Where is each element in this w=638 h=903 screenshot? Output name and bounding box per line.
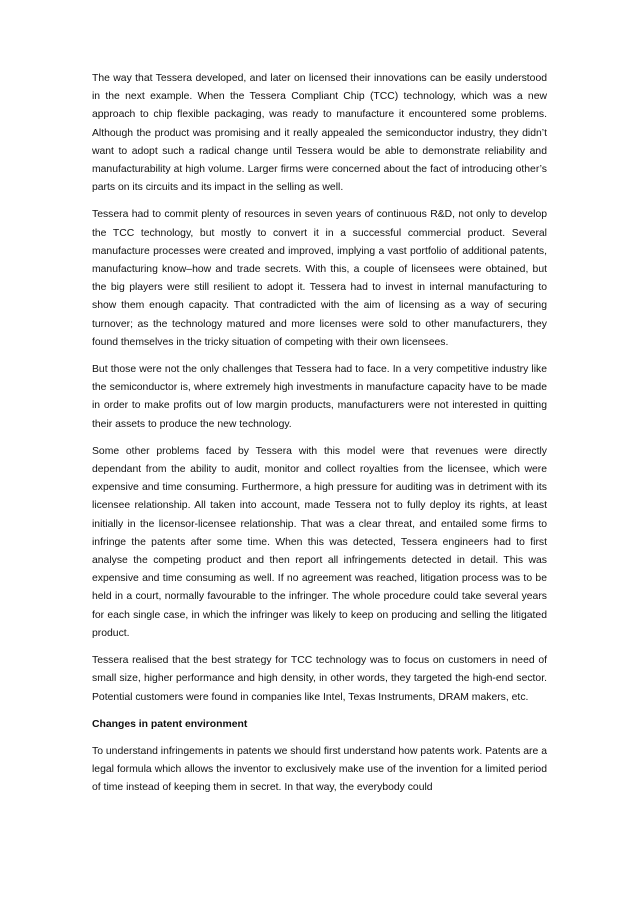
paragraph-strategy: Tessera realised that the best strategy for TCC technology was to focus on customers in need of small size, higher performance and high density, in other words, they targeted the high-end sector. Potential customers were found in companies like Intel, Texas Instruments, DRAM makers, etc. [92,655,547,703]
section-heading: Changes in patent environment [92,718,248,730]
document-page [92,70,547,807]
paragraph-royalty-problems: Some other problems faced by Tessera with this model were that revenues were directly dependant from the ability to audit, monitor and collect royalties from the licensee, which were expensive and time consuming. Furthermore, a high pressure for auditing was in detriment with its licensee relationship. All taken into account, made Tessera not to fully deploy its rights, at least initially in the licensor-licensee relationship. That was a clear threat, and entailed some firms to infringe the patents after some time. When this was detected, Tessera engineers had to first analyse the competing product and then report all infringements detected in detail. This was expensive and time consuming as well. If no agreement was reached, litigation process was to be held in a court, normally favourable to the infringer. The whole procedure could take several years for each single case, in which the infringer was likely to keep on producing and selling the litigated product. [92,445,547,639]
paragraph-challenges: But those were not the only challenges that Tessera had to face. In a very competitive industry like the semiconductor is, where extremely high investments in manufacture capacity have to be made in order to make profits out of low margin products, manufacturers were not interested in quitting their assets to produce the new technology. [92,364,547,430]
paragraph-tcc-intro: The way that Tessera developed, and later on licensed their innovations can be easily understood in the next example. When the Tessera Compliant Chip (TCC) technology, which was a new approach to chip flexible packaging, was ready to manufacture it encountered some problems. Although the product was promising and it really appealed the semiconductor industry, they didn’t want to adopt such a radical change until Tessera would be able to demonstrate reliability and manufacturability at high volume. Larger firms were concerned about the fact of introducing other’s parts on its circuits and its impact in the selling as well. [92,73,547,194]
paragraph-patents-intro: To understand infringements in patents we should first understand how patents work. Patents are a legal formula which allows the inventor to exclusively make use of the invention for a limited period of time instead of keeping them in secret. In that way, the everybody could [92,745,547,794]
paragraph-rnd-commitment: Tessera had to commit plenty of resources in seven years of continuous R&D, not only to develop the TCC technology, but mostly to convert it in a successful commercial product. Several manufacture processes were created and improved, implying a vast portfolio of additional patents, manufacturing know–how and trade secrets. With this, a couple of licensees were obtained, but the big players were still resilient to adopt it. Tessera had to invest in internal manufacturing to show them enough capacity. That contradicted with the aim of licensing as a way of securing turnover; as the technology matured and more licenses were sold to other manufacturers, they found themselves in the tricky situation of competing with their own licensees. [92,209,547,348]
